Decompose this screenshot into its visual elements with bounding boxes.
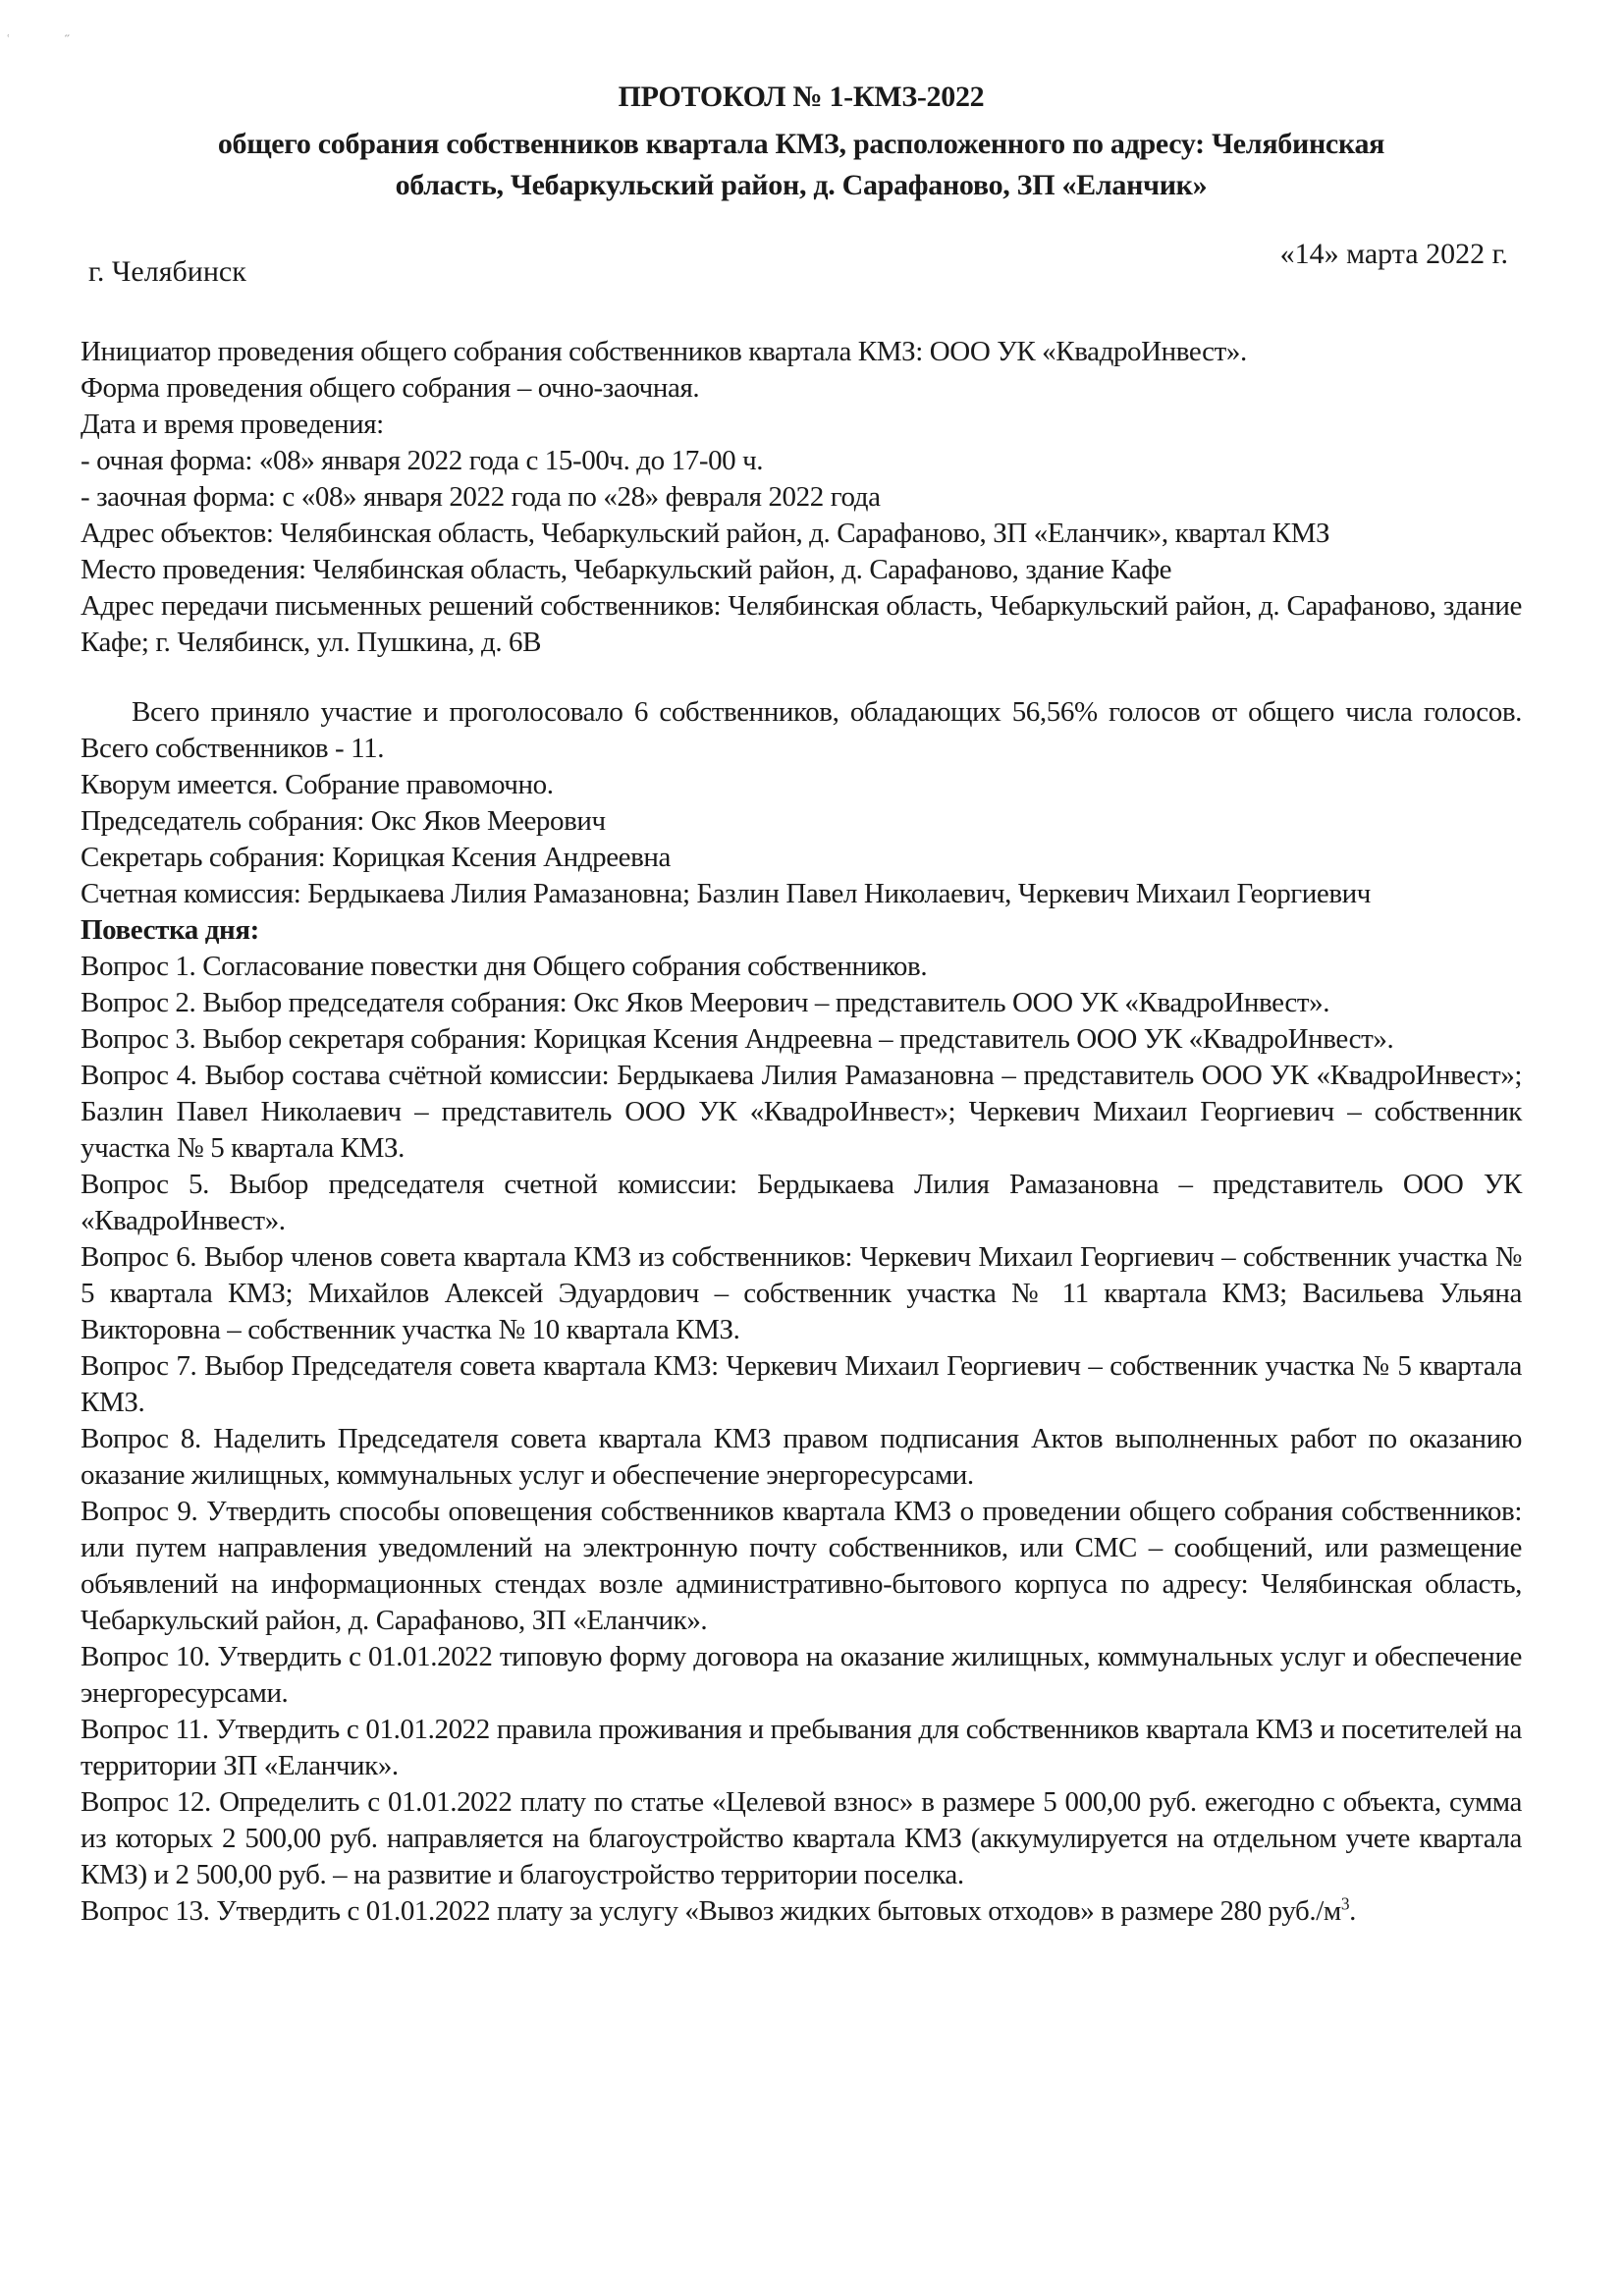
agenda-item-3: Вопрос 3. Выбор секретаря собрания: Корицкая Ксения Андреевна – представитель ООО УК «КвадроИнвест». xyxy=(81,1023,1394,1055)
agenda-item-2: Вопрос 2. Выбор председателя собрания: Окс Яков Меерович – представитель ООО УК «КвадроИнвест». xyxy=(81,987,1330,1018)
city-date-row xyxy=(81,238,1522,297)
meeting-form: Форма проведения общего собрания – очно-заочная. xyxy=(81,372,700,404)
agenda-item-9: Вопрос 9. Утвердить способы оповещения собственников квартала КМЗ о проведении общего собрания собственников: или путем направления уведомлений на электронную почту собственников, или СМС – сообщений, или размещение объявлений на информационных стендах возле административно-бытового корпуса по адресу: Челябинская область, Чебаркульский район, д. Сарафаново, ЗП «Еланчик». xyxy=(81,1496,1522,1636)
city: г. Челябинск xyxy=(88,255,246,288)
agenda-item-13-text: Вопрос 13. Утвердить с 01.01.2022 плату за услугу «Вывоз жидких бытовых отходов» в размере 280 руб./м xyxy=(81,1895,1341,1927)
chairman: Председатель собрания: Окс Яков Меерович xyxy=(81,805,606,837)
agenda-item-12: Вопрос 12. Определить с 01.01.2022 плату по статье «Целевой взнос» в размере 5 000,00 руб. ежегодно с объекта, сумма из которых 2 500,00 руб. направляется на благоустройство квартала КМЗ (аккумулируется на отдельном учете квартала КМЗ) и 2 500,00 руб. – на развитие и благоустройство территории поселка. xyxy=(81,1786,1522,1890)
remote-datetime: - заочная форма: с «08» января 2022 года по «28» февраля 2022 года xyxy=(81,481,881,513)
agenda-item-13-end: . xyxy=(1349,1895,1357,1927)
protocol-document xyxy=(81,77,1522,1930)
document-subtitle-line-2: область, Чебаркульский район, д. Сарафаново, ЗП «Еланчик» xyxy=(395,169,1208,201)
decisions-address: Адрес передачи письменных решений собственников: Челябинская область, Чебаркульский район, д. Сарафаново, здание Кафе; г. Челябинск, ул. Пушкина, д. 6В xyxy=(81,590,1522,658)
agenda xyxy=(81,912,1522,1930)
counting-commission: Счетная комиссия: Бердыкаева Лилия Рамазановна; Базлин Павел Николаевич, Черкевич Михаил Георгиевич xyxy=(81,878,1371,909)
document-subtitle-line-1: общего собрания собственников квартала КМЗ, расположенного по адресу: Челябинская xyxy=(217,128,1385,160)
participation xyxy=(81,694,1522,912)
agenda-item-11: Вопрос 11. Утвердить с 01.01.2022 правила проживания и пребывания для собственников квартала КМЗ и посетителей на территории ЗП «Еланчик». xyxy=(81,1714,1522,1781)
datetime-label: Дата и время проведения: xyxy=(81,409,384,440)
agenda-item-6: Вопрос 6. Выбор членов совета квартала КМЗ из собственников: Черкевич Михаил Георгиевич – собственник участка № 5 квартала КМЗ; Михайлов Алексей Эдуардович – собственник участка № 11 квартала КМЗ; Васильева Ульяна Викторовна – собственник участка № 10 квартала КМЗ. xyxy=(81,1241,1522,1345)
document-date: «14» марта 2022 г. xyxy=(1279,238,1508,270)
agenda-item-7: Вопрос 7. Выбор Председателя совета квартала КМЗ: Черкевич Михаил Георгиевич – собственник участка № 5 квартала КМЗ. xyxy=(81,1350,1522,1418)
document-title: ПРОТОКОЛ № 1-КМЗ-2022 xyxy=(618,81,985,113)
agenda-item-13 xyxy=(81,1893,1522,1930)
secretary: Секретарь собрания: Корицкая Ксения Андреевна xyxy=(81,842,672,873)
initiator: Инициатор проведения общего собрания собственников квартала КМЗ: ООО УК «КвадроИнвест». xyxy=(81,336,1247,367)
scan-artifact: ʿ xyxy=(6,33,11,48)
scan-artifact: ˶ xyxy=(65,27,70,42)
agenda-item-10: Вопрос 10. Утвердить с 01.01.2022 типовую форму договора на оказание жилищных, коммунальных услуг и обеспечение энергоресурсами. xyxy=(81,1641,1522,1709)
agenda-item-5: Вопрос 5. Выбор председателя счетной комиссии: Бердыкаева Лилия Рамазановна – представитель ООО УК «КвадроИнвест». xyxy=(81,1169,1522,1236)
agenda-item-8: Вопрос 8. Наделить Председателя совета квартала КМЗ правом подписания Актов выполненных работ по оказанию оказание жилищных, коммунальных услуг и обеспечение энергоресурсами. xyxy=(81,1423,1522,1491)
in-person-datetime: - очная форма: «08» января 2022 года с 15-00ч. до 17-00 ч. xyxy=(81,445,764,476)
agenda-item-4: Вопрос 4. Выбор состава счётной комиссии: Бердыкаева Лилия Рамазановна – представитель ООО УК «КвадроИнвест»; Базлин Павел Николаевич – представитель ООО УК «КвадроИнвест»; Черкевич Михаил Георгиевич – собственник участка № 5 квартала КМЗ. xyxy=(81,1060,1522,1164)
quorum: Кворум имеется. Собрание правомочно. xyxy=(81,769,554,800)
document-header xyxy=(81,77,1522,206)
agenda-heading: Повестка дня: xyxy=(81,914,259,946)
agenda-item-1: Вопрос 1. Согласование повестки дня Общего собрания собственников. xyxy=(81,951,928,982)
participation-summary: Всего приняло участие и проголосовало 6 собственников, обладающих 56,56% голосов от общего числа голосов. Всего собственников - 11. xyxy=(81,696,1522,764)
agenda-item-13-superscript: 3 xyxy=(1340,1893,1350,1914)
venue: Место проведения: Челябинская область, Чебаркульский район, д. Сарафаново, здание Кафе xyxy=(81,554,1172,585)
objects-address: Адрес объектов: Челябинская область, Чебаркульский район, д. Сарафаново, ЗП «Еланчик», квартал КМЗ xyxy=(81,518,1330,549)
meeting-info xyxy=(81,334,1522,661)
